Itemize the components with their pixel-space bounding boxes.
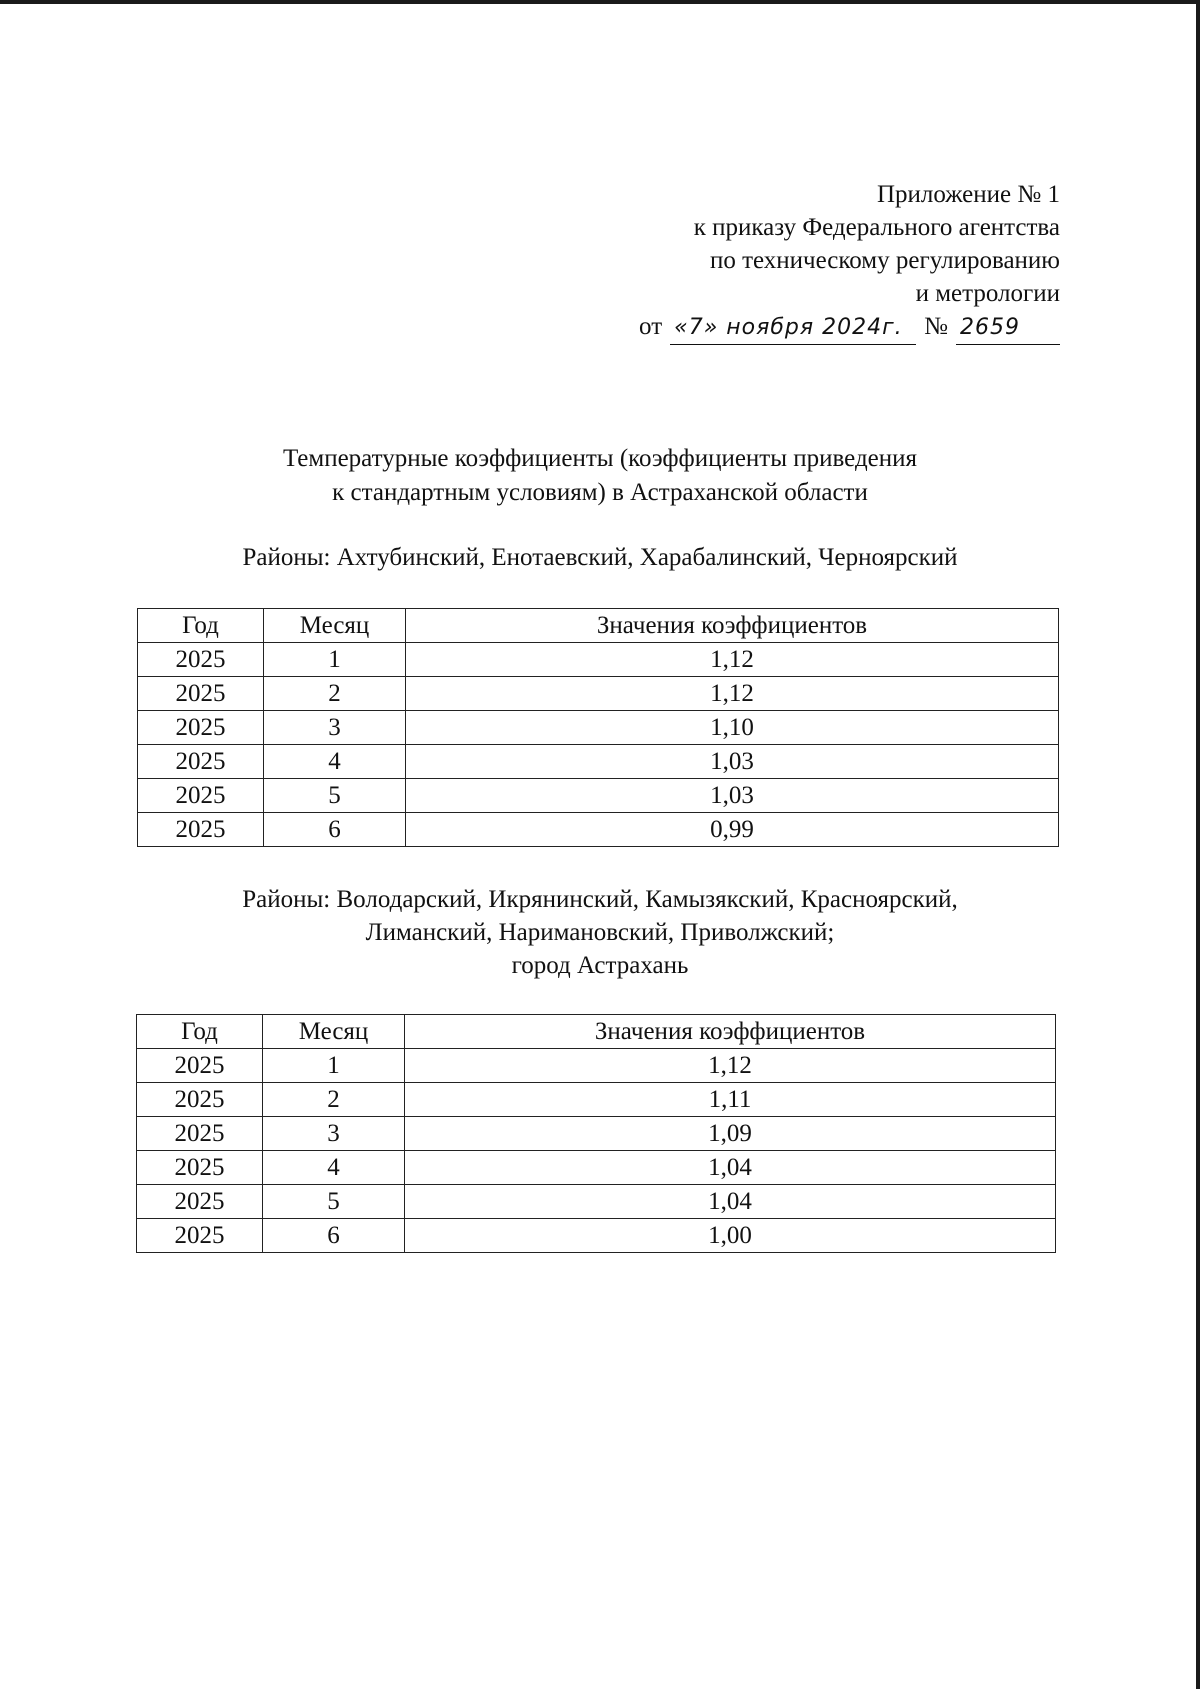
- coefficient-cell: 1,03: [406, 779, 1059, 813]
- coefficient-column-header: Значения коэффициентов: [406, 609, 1059, 643]
- table-row: [137, 1049, 1056, 1083]
- coefficient-cell: 1,12: [405, 1049, 1056, 1083]
- districts-line-2: Лиманский, Наримановский, Приволжский;: [365, 919, 835, 946]
- scan-border-top: [0, 0, 1200, 4]
- document-title: [0, 442, 1200, 510]
- title-line-2: к стандартным условиям) в Астраханской области: [332, 479, 868, 506]
- month-cell: 1: [264, 643, 406, 677]
- districts-line-1: Районы: Володарский, Икрянинский, Камызякский, Красноярский,: [242, 886, 958, 913]
- month-column-header: Месяц: [263, 1015, 405, 1049]
- appendix-header: [639, 178, 1060, 345]
- month-cell: 2: [263, 1083, 405, 1117]
- districts-group-1: Районы: Ахтубинский, Енотаевский, Харабалинский, Черноярский: [242, 544, 958, 571]
- table-row: [137, 1185, 1056, 1219]
- coefficient-column-header: Значения коэффициентов: [405, 1015, 1056, 1049]
- table-row: [137, 1083, 1056, 1117]
- year-column-header: Год: [138, 609, 264, 643]
- table-row: [138, 745, 1059, 779]
- year-cell: 2025: [137, 1151, 263, 1185]
- month-cell: 3: [264, 711, 406, 745]
- coefficient-cell: 1,12: [406, 643, 1059, 677]
- year-cell: 2025: [137, 1185, 263, 1219]
- table-header-row: [138, 609, 1059, 643]
- month-cell: 4: [264, 745, 406, 779]
- year-cell: 2025: [138, 677, 264, 711]
- year-cell: 2025: [138, 813, 264, 847]
- coefficients-table-2: [136, 1014, 1056, 1253]
- appendix-number: Приложение № 1: [876, 181, 1060, 208]
- year-cell: 2025: [137, 1083, 263, 1117]
- table-row: [138, 677, 1059, 711]
- month-cell: 6: [264, 813, 406, 847]
- metrology-line: и метрологии: [915, 280, 1060, 307]
- coefficient-cell: 1,04: [405, 1151, 1056, 1185]
- title-line-1: Температурные коэффициенты (коэффициенты приведения: [282, 445, 918, 472]
- table-row: [137, 1219, 1056, 1253]
- order-reference-line: к приказу Федерального агентства: [693, 214, 1060, 241]
- coefficient-cell: 1,10: [406, 711, 1059, 745]
- coefficient-cell: 1,03: [406, 745, 1059, 779]
- year-cell: 2025: [138, 643, 264, 677]
- year-cell: 2025: [138, 711, 264, 745]
- year-cell: 2025: [137, 1219, 263, 1253]
- table-row: [138, 643, 1059, 677]
- districts-group-2: [0, 883, 1200, 982]
- table-row: [138, 813, 1059, 847]
- number-label: №: [924, 313, 948, 340]
- from-label: от: [639, 313, 663, 340]
- month-cell: 6: [263, 1219, 405, 1253]
- handwritten-order-number: 2659: [956, 311, 1060, 345]
- table-row: [138, 711, 1059, 745]
- order-date-number-line: [639, 310, 1060, 345]
- scan-border-right: [1196, 0, 1200, 1689]
- coefficients-table-1: [137, 608, 1059, 847]
- month-cell: 3: [263, 1117, 405, 1151]
- year-column-header: Год: [137, 1015, 263, 1049]
- year-cell: 2025: [138, 745, 264, 779]
- coefficient-cell: 1,04: [405, 1185, 1056, 1219]
- coefficient-cell: 1,09: [405, 1117, 1056, 1151]
- month-column-header: Месяц: [264, 609, 406, 643]
- table-header-row: [137, 1015, 1056, 1049]
- table-row: [137, 1117, 1056, 1151]
- coefficient-cell: 1,11: [405, 1083, 1056, 1117]
- month-cell: 2: [264, 677, 406, 711]
- year-cell: 2025: [137, 1117, 263, 1151]
- city-line: город Астрахань: [511, 952, 689, 979]
- coefficient-cell: 1,12: [406, 677, 1059, 711]
- month-cell: 5: [263, 1185, 405, 1219]
- table-row: [137, 1151, 1056, 1185]
- month-cell: 5: [264, 779, 406, 813]
- month-cell: 1: [263, 1049, 405, 1083]
- coefficient-cell: 1,00: [405, 1219, 1056, 1253]
- year-cell: 2025: [137, 1049, 263, 1083]
- table-row: [138, 779, 1059, 813]
- year-cell: 2025: [138, 779, 264, 813]
- handwritten-date: «7» ноября 2024г.: [670, 311, 916, 345]
- coefficient-cell: 0,99: [406, 813, 1059, 847]
- agency-line: по техническому регулированию: [709, 247, 1060, 274]
- month-cell: 4: [263, 1151, 405, 1185]
